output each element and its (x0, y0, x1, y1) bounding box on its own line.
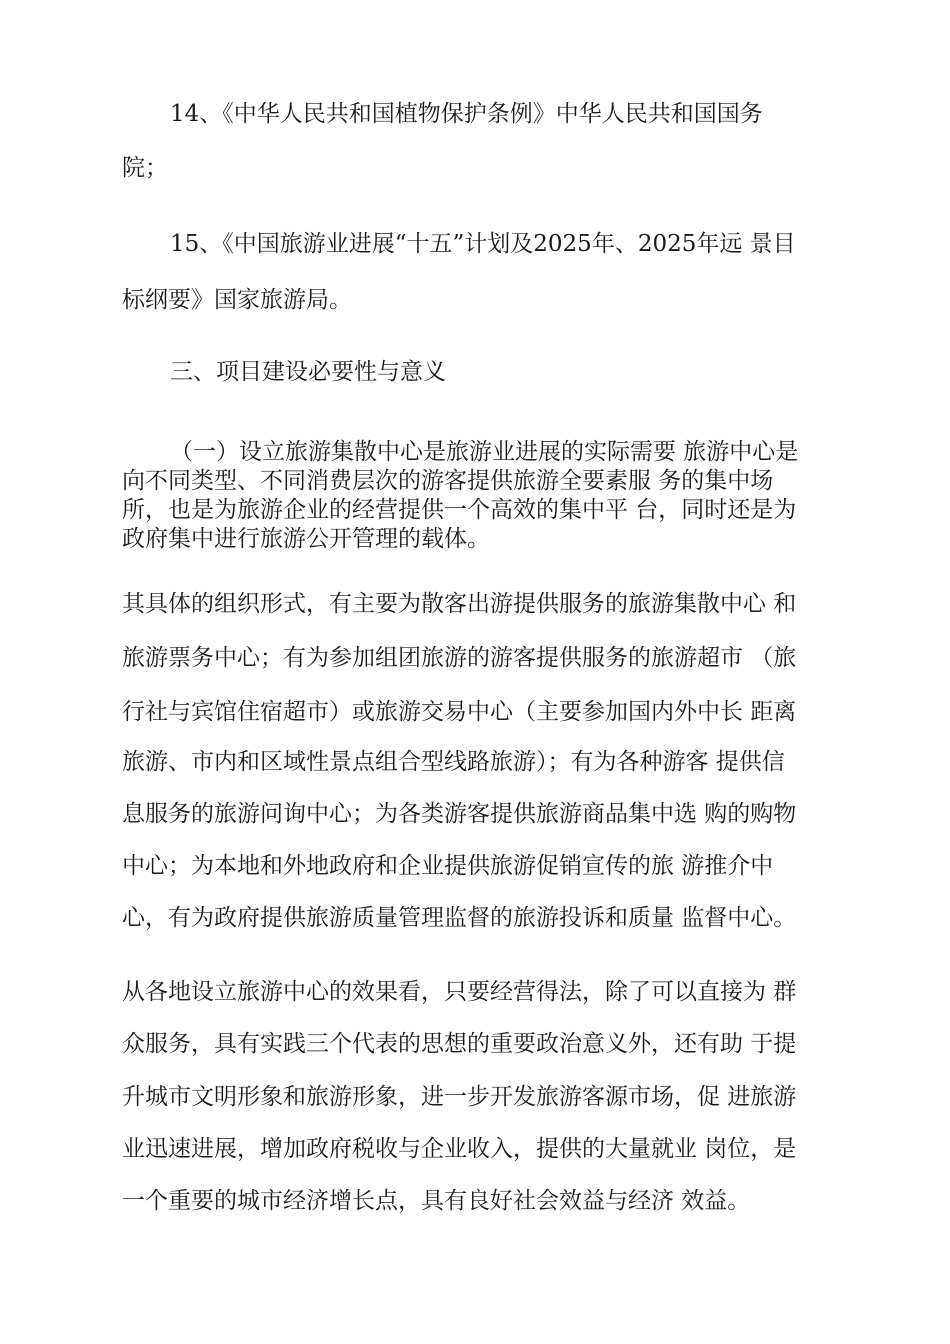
para2-line-5: 息服务的旅游问询中心；为各类游客提供旅游商品集中选 购的购物 (122, 801, 797, 827)
section-heading: 三、项目建设必要性与意义 (170, 359, 446, 385)
para2-line-1: 其具体的组织形式，有主要为散客出游提供服务的旅游集散中心 和 (122, 591, 797, 617)
para2-line-3: 行社与宾馆住宿超市）或旅游交易中心（主要参加国内外中长 距离 (122, 699, 797, 725)
para1-line-1: （一）设立旅游集散中心是旅游业进展的实际需要 旅游中心是 (170, 439, 799, 465)
para3-line-2: 众服务，具有实践三个代表的思想的重要政治意义外，还有助 于提 (122, 1031, 797, 1057)
para2-line-2: 旅游票务中心；有为参加组团旅游的游客提供服务的旅游超市 （旅 (122, 645, 797, 671)
para2-line-4: 旅游、市内和区域性景点组合型线路旅游）；有为各种游客 提供信 (122, 749, 785, 775)
item-14-line-1: 14、《中华人民共和国植物保护条例》中华人民共和国国务 (170, 101, 763, 127)
item-14-line-2: 院； (122, 155, 168, 181)
para1-line-4: 政府集中进行旅游公开管理的载体。 (122, 526, 490, 552)
para1-line-3: 所，也是为旅游企业的经营提供一个高效的集中平 台，同时还是为 (122, 497, 797, 523)
para2-line-7: 心，有为政府提供旅游质量管理监督的旅游投诉和质量 监督中心。 (122, 905, 797, 931)
para3-line-3: 升城市文明形象和旅游形象，进一步开发旅游客源市场，促 进旅游 (122, 1084, 797, 1110)
para3-line-4: 业迅速进展，增加政府税收与企业收入，提供的大量就业 岗位，是 (122, 1136, 797, 1162)
para3-line-5: 一个重要的城市经济增长点，具有良好社会效益与经济 效益。 (122, 1188, 751, 1214)
para2-line-6: 中心；为本地和外地政府和企业提供旅游促销宣传的旅 游推介中 (122, 853, 774, 879)
para1-line-2: 向不同类型、不同消费层次的游客提供旅游全要素服 务的集中场 (122, 468, 774, 494)
item-15-line-2: 标纲要》国家旅游局。 (122, 287, 352, 313)
item-15-line-1: 15、《中国旅游业进展“十五”计划及2025年、2025年远 景目 (170, 231, 796, 257)
para3-line-1: 从各地设立旅游中心的效果看，只要经营得法，除了可以直接为 群 (122, 979, 797, 1005)
